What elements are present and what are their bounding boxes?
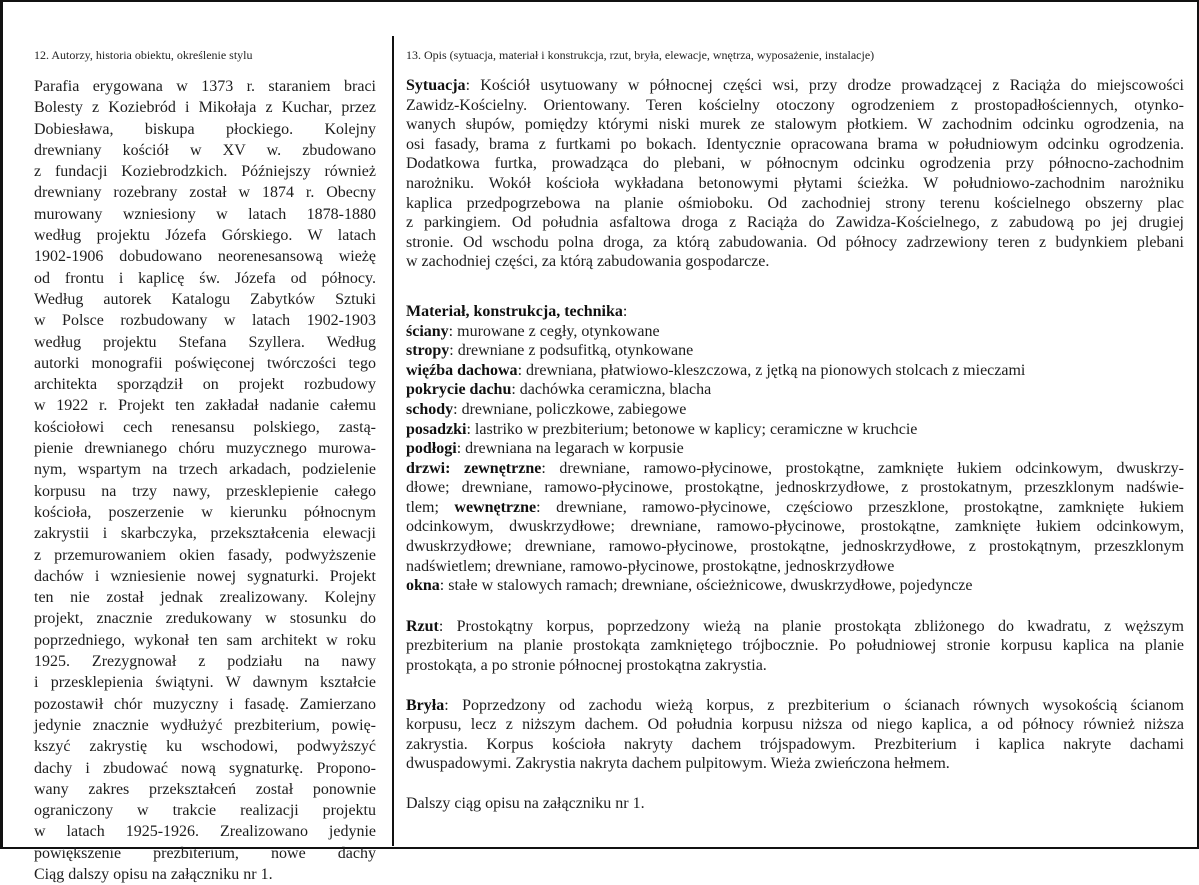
history-line: z przemurowaniem okien fasady, podwyższenie [34, 546, 376, 564]
material-item: pokrycie dachu: dachówka ceramiczna, blacha [406, 381, 712, 399]
history-line: i przesklepienia świątyni. W dawnym kształcie [34, 674, 376, 692]
history-line: kościoła, poszerzenie w kierunku północnym [34, 503, 376, 521]
sytuacja-label: Sytuacja [406, 77, 466, 94]
history-text [34, 76, 376, 885]
history-line: z fundacji Koziebrodzkich. Późniejszy również [34, 163, 376, 181]
rzut-line: Rzut: Prostokątny korpus, poprzedzony wieżą na planie prostokąta zbliżonego do kwadratu, z węższym [406, 617, 1184, 635]
sytuacja-line: stronie. Od wschodu polna droga, za którą zabudowania. Od północy zadrzewiony teren z budynkiem plebani [406, 233, 1184, 251]
bryla-line: Bryła: Poprzedzony od zachodu wieżą korpus, z prezbiterium o ścianach równych wysokością ścianom [406, 696, 1184, 714]
history-line: murowany wzniesiony w latach 1878-1880 [34, 205, 376, 223]
sytuacja-line: osi fasady, brama z furtkami po bokach. Identycznie opracowana brama w południowym odcinku ogrodzenia. [406, 135, 1184, 153]
history-line: według projektu Józefa Górskiego. W latach [34, 227, 376, 245]
history-line: autorki monografii poświęconej twórczości tego [34, 354, 376, 372]
drzwi-line: odcinkowym, dwuskrzydłowe; drewniane, ramowo-płycinowe, prostokątne, zamknięte łukiem odcinkowym, [406, 518, 1184, 536]
bryla-line: zakrystia. Korpus kościoła nakryty dachem trójspadowym. Prezbiterium i kaplica nakryte dachami [406, 735, 1184, 753]
history-line: kszyć zakrystię ku wschodowi, podwyższyć [34, 738, 376, 756]
sytuacja-line: Dodatkowa furtka, prowadząca do plebani, w północnym odcinku ogrodzenia przy północno-zachodnim [406, 155, 1184, 173]
sytuacja-line: kaplica przedpogrzebowa na planie ośmioboku. Od zachodniej strony terenu kościelnego obszerny plac [406, 194, 1184, 212]
material-section [406, 302, 1184, 596]
history-line: Ciąg dalszy opisu na załączniku nr 1. [34, 865, 273, 883]
sytuacja-line: wanych słupów, pomiędzy którymi niski murek ze stalowym płotkiem. W zachodnim odcinku ogrodzenia, na [406, 116, 1184, 134]
history-line: powiększenie prezbiterium, nowe dachy [34, 844, 376, 862]
okna-line: okna: stałe w stalowych ramach; drewniane, ościeżnicowe, dwuskrzydłowe, pojedyncze [406, 577, 973, 595]
bryla-line: korpusu, lecz z niższym dachem. Od południa korpusu niższa od niego kaplica, a od północy również niższa [406, 716, 1184, 734]
history-line: 1902-1906 dobudowano neorenesansową wieżę [34, 248, 376, 266]
material-item: posadzki: lastriko w prezbiterium; betonowe w kaplicy; ceramiczne w kruchcie [406, 420, 918, 438]
right-section-heading: 13. Opis (sytuacja, materiał i konstrukcja, rzut, bryła, elewacje, wnętrza, wyposażenie, instalacje) [406, 48, 875, 62]
history-line: Bolesty z Koziebród i Mikołaja z Kuchar, przez [34, 99, 376, 117]
drzwi-line: drzwi: zewnętrzne: drewniane, ramowo-płycinowe, prostokątne, zamknięte łukiem odcinkowym, dwuskrzy- [406, 459, 1184, 477]
rzut-line: prezbiterium na planie prostokąta zamkniętego trójbocznie. Po południowej stronie korpusu kaplica na planie [406, 637, 1184, 655]
sytuacja-paragraph [406, 76, 1184, 272]
history-line: nym, wspartym na trzech arkadach, podzielenie [34, 461, 376, 479]
history-line: korpusu na trzy nawy, przesklepienie całego [34, 482, 376, 500]
history-line: projekt, znacznie zredukowany w stosunku do [34, 610, 376, 628]
material-item: więźba dachowa: drewniana, płatwiowo-kleszczowa, z jętką na pionowych stolcach z mieczami [406, 361, 1026, 379]
sytuacja-line: narożniku. Wokół kościoła wykładana betonowymi płytami ścieżka. W południowo-zachodnim narożniku [406, 174, 1184, 192]
drzwi-line: dwuskrzydłowe; drewniane, ramowo-płycinowe, prostokątne, jednoskrzydłowe, z prostokątnym, przeszklonym [406, 538, 1184, 556]
history-line: ten nie został jednak zrealizowany. Kolejny [34, 589, 376, 607]
sytuacja-line: w zachodniej części, za którą zabudowania gospodarcze. [406, 253, 770, 271]
history-line: ograniczony w trakcie realizacji projektu [34, 802, 376, 820]
history-line: w Polsce rozbudowany w latach 1902-1903 [34, 312, 376, 330]
history-line: w 1922 r. Projekt ten zakładał nadanie całemu [34, 397, 376, 415]
bryla-line: dwuspadowymi. Zakrystia nakryta dachem pulpitowym. Wieża zwieńczona hełmem. [406, 755, 950, 773]
material-item: stropy: drewniane z podsufitką, otynkowane [406, 342, 694, 360]
history-line: dachy i zbudować nową sygnaturkę. Propono- [34, 759, 376, 777]
history-line: zakrystii i skarbczyka, przekształcenia elewacji [34, 525, 376, 543]
history-line: pozostawił chór muzyczny i fasadę. Zamierzano [34, 695, 376, 713]
history-line: w latach 1925-1926. Zrealizowano jedynie [34, 823, 376, 841]
history-line: Według autorek Katalogu Zabytków Sztuki [34, 290, 376, 308]
history-line: drewniany rozebrany został w 1874 r. Obecny [34, 184, 376, 202]
history-line: wany zakres przekształceń został ponownie [34, 780, 376, 798]
rzut-line: prostokąta, a po stronie północnej prostokątna zakrystia. [406, 657, 767, 675]
history-line: kościołowi cech renesansu polskiego, zastą- [34, 418, 376, 436]
history-line: drewniany kościół w XV w. zbudowano [34, 141, 376, 159]
left-section-heading: 12. Autorzy, historia obiektu, określenie stylu [34, 48, 253, 62]
drzwi-line: dłowe; drewniane, ramowo-płycinowe, prostokątne, jednoskrzydłowe, z prostokatnym, przeszklonym nadświe- [406, 479, 1184, 497]
history-line: 1925. Zrezygnował z podziału na nawy [34, 653, 376, 671]
history-line: Parafia erygowana w 1373 r. staraniem braci [34, 78, 376, 95]
history-line: według projektu Stefana Szyllera. Według [34, 333, 376, 351]
history-line: dachów i wzniesienie nowej sygnaturki. Projekt [34, 567, 376, 585]
history-line: jedynie znacznie wydłużyć prezbiterium, powię- [34, 716, 376, 734]
history-line: od frontu i kaplicę św. Józefa od północy. [34, 269, 376, 287]
material-item: podłogi: drewniana na legarach w korpusie [406, 440, 684, 458]
bryla-paragraph [406, 696, 1184, 774]
material-item: schody: drewniane, policzkowe, zabiegowe [406, 400, 687, 418]
description-text [406, 76, 1184, 814]
history-line: poprzedniego, wykonał ten sam architekt w roku [34, 631, 376, 649]
sytuacja-line: z parkingiem. Od południa asfaltowa droga z Raciąża do Zawidza-Kościelnego, z zabudową po jej drugiej [406, 214, 1184, 232]
drzwi-line: tlem; wewnętrzne: drewniane, ramowo-płycinowe, częściowo przeszklone, prostokątne, zamknięte łukiem [406, 498, 1184, 516]
material-item: ściany: murowane z cegły, otynkowane [406, 322, 660, 340]
history-line: pienie drewnianego chóru muzycznego murowa- [34, 440, 376, 458]
sytuacja-line: Zawidz-Kościelny. Orientowany. Teren kościelny otoczony ogrodzeniem z prostopadłościennych, otynko- [406, 96, 1184, 114]
history-line: Dobiesława, biskupa płockiego. Kolejny [34, 120, 376, 138]
history-line: architekta sporządził on projekt rozbudowy [34, 376, 376, 394]
drzwi-line: nadświetlem; drewniane, ramowo-płycinowe, prostokątne, jednoskrzydłowe [406, 557, 895, 575]
footer-note: Dalszy ciąg opisu na załączniku nr 1. [406, 795, 645, 812]
material-heading: Materiał, konstrukcja, technika: [406, 302, 628, 320]
sytuacja-line: Sytuacja: Kościół usytuowany w północnej części wsi, przy drodze prowadzącej z Raciąża do miejscowości [406, 77, 1184, 94]
rzut-paragraph [406, 617, 1184, 676]
